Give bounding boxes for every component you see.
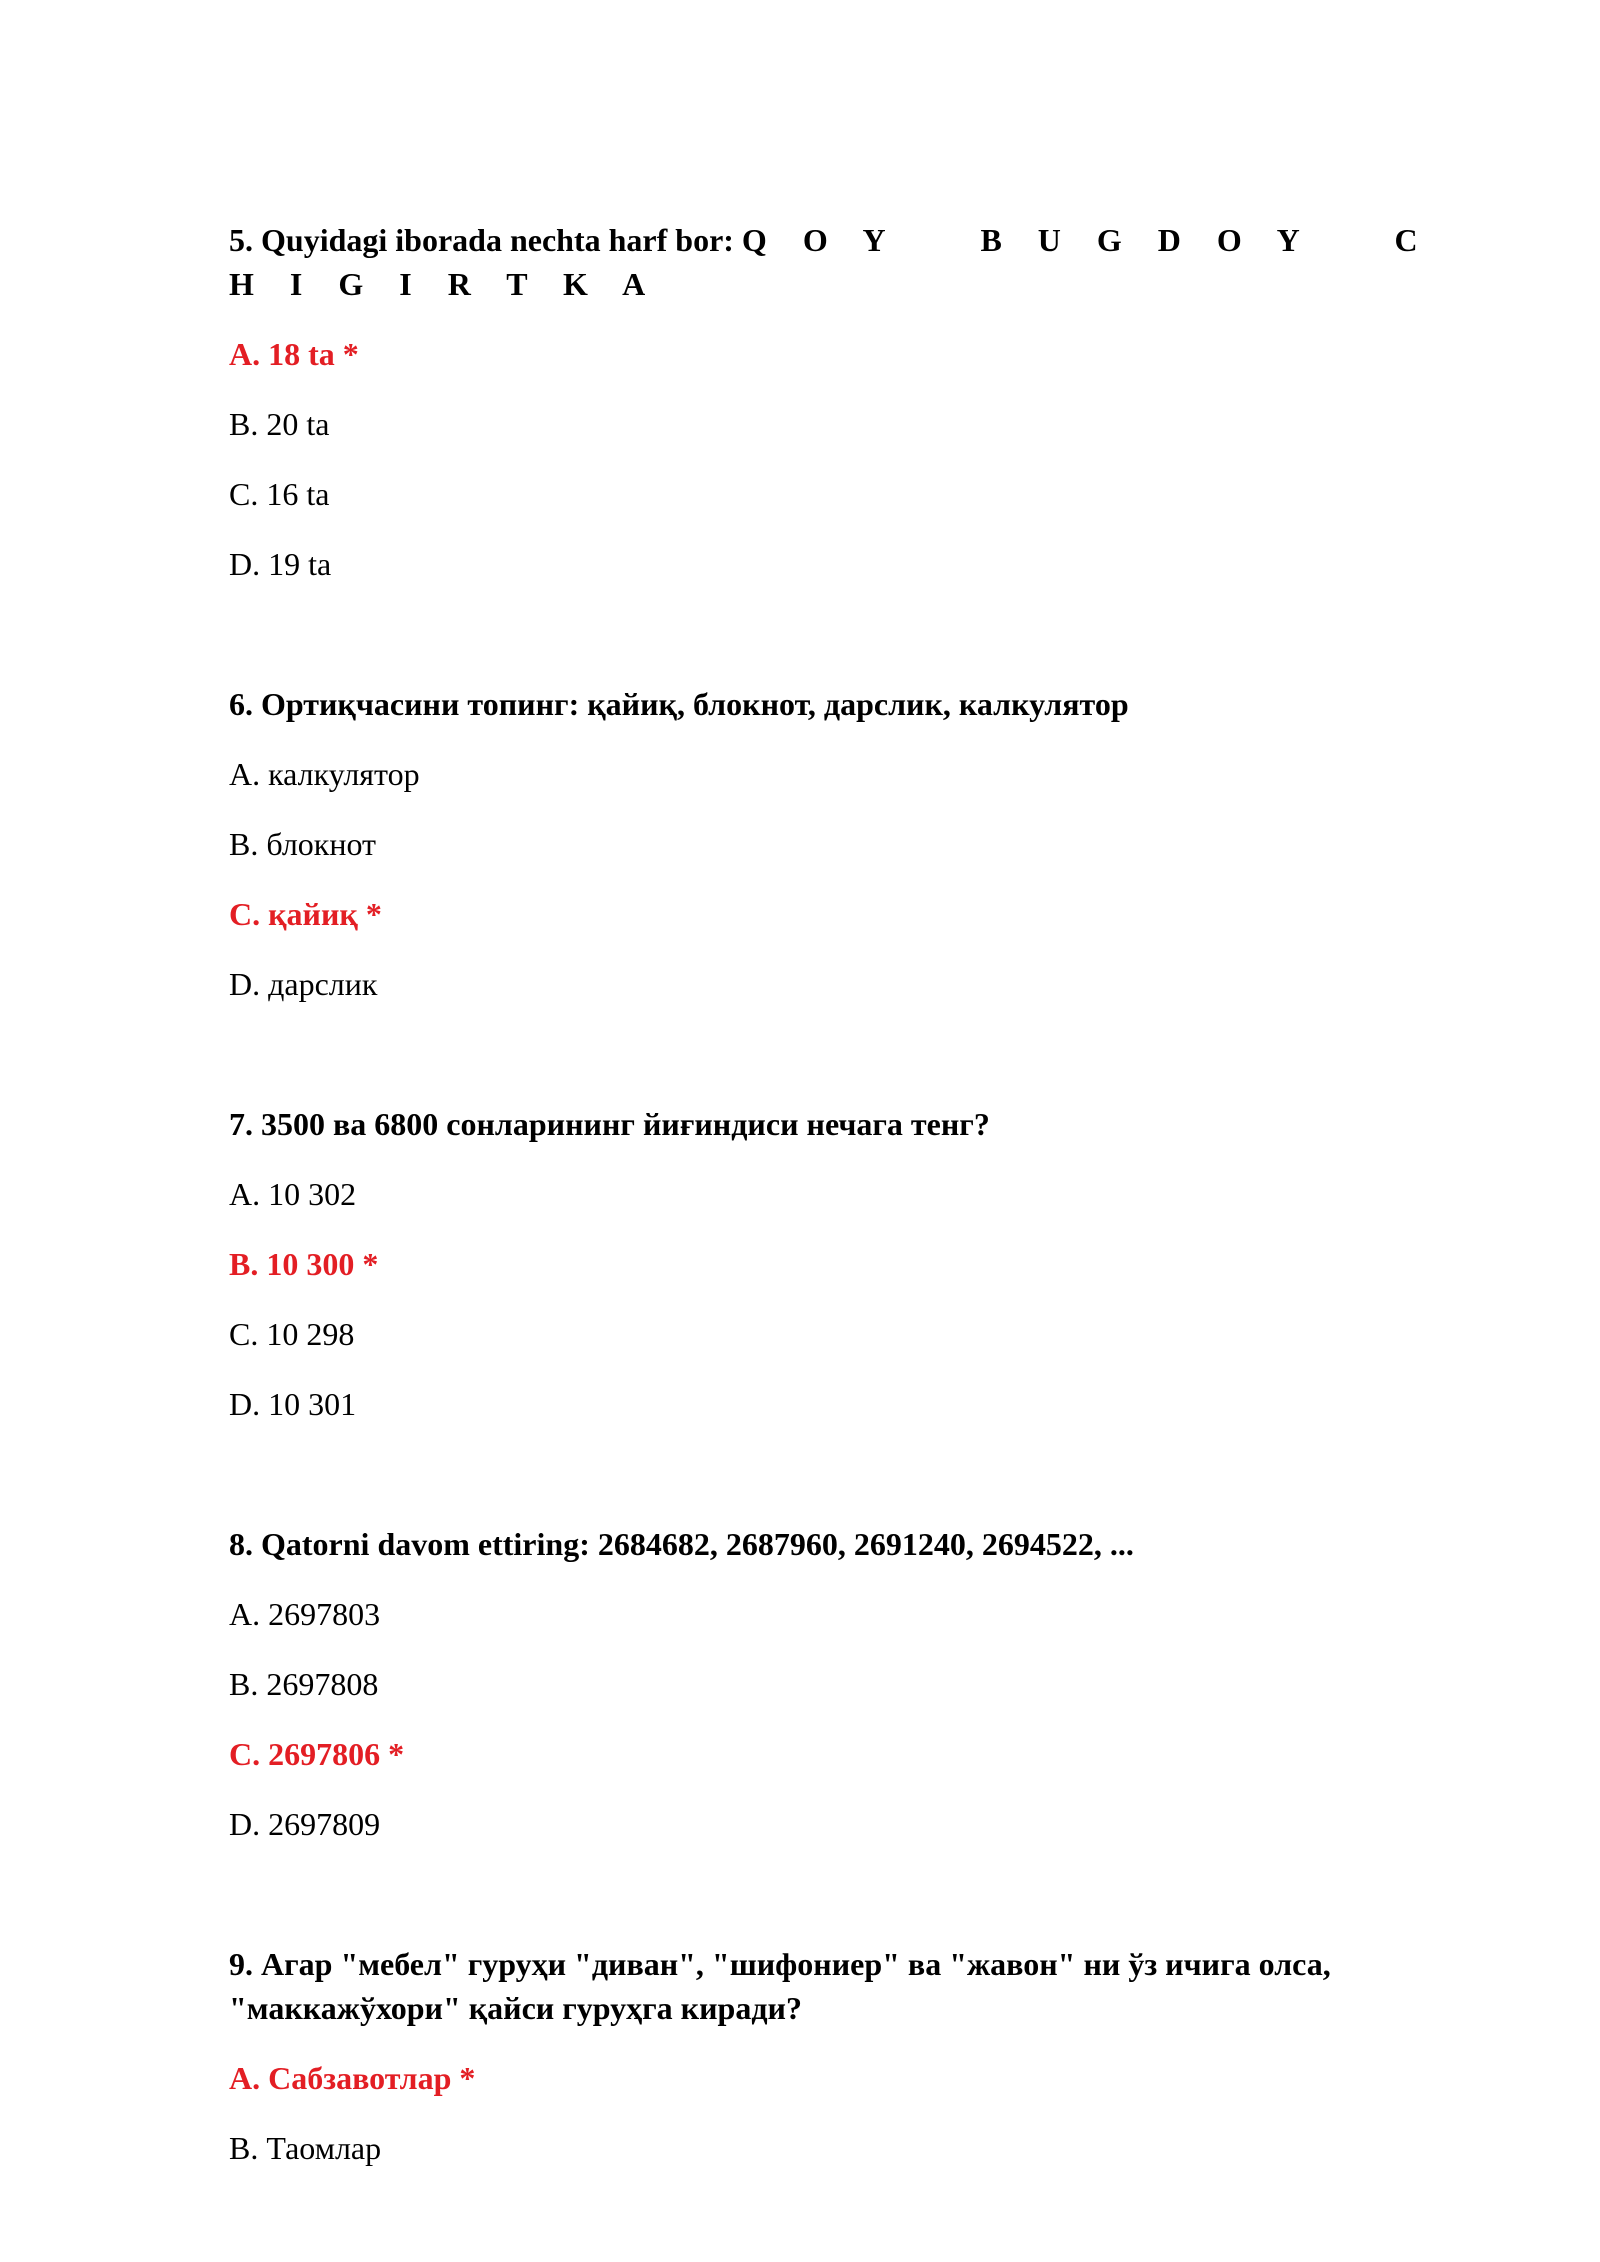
option-b: B. 20 ta (229, 406, 330, 442)
option-d: D. 10 301 (229, 1386, 357, 1422)
question-text: 8. Qatorni davom ettiring: 2684682, 2687960, 2691240, 2694522, ... (229, 1526, 1134, 1562)
question-text-main: 5. Quyidagi iborada nechta harf bor: (229, 222, 742, 258)
option-b-correct: B. 10 300 * (229, 1246, 379, 1282)
question-5 (229, 218, 1454, 586)
option-b: B. блокнот (229, 826, 377, 862)
option-d: D. 19 ta (229, 546, 332, 582)
question-spacer (229, 1872, 1429, 1942)
question-6 (229, 682, 1429, 1006)
quiz-content (229, 218, 1454, 2196)
option-a-correct: A. Сабзавотлар * (229, 2060, 476, 2096)
option-c: C. 10 298 (229, 1316, 355, 1352)
question-9 (229, 1942, 1429, 2170)
option-a: A. 2697803 (229, 1596, 381, 1632)
option-b: B. 2697808 (229, 1666, 379, 1702)
option-b: B. Таомлар (229, 2130, 382, 2166)
question-spacer (229, 612, 1429, 682)
option-c-correct: C. қайиқ * (229, 896, 382, 932)
option-a: A. калкулятор (229, 756, 420, 792)
option-a: A. 10 302 (229, 1176, 357, 1212)
question-letters: Q O Y B U G D O Y C H I G I R T K A (229, 222, 1454, 302)
option-d: D. дарслик (229, 966, 378, 1002)
question-spacer (229, 1452, 1429, 1522)
question-text (229, 218, 1454, 306)
option-a-correct: A. 18 ta * (229, 336, 359, 372)
question-text: 9. Агар "мебел" гуруҳи "диван", "шифониер" ва "жавон" ни ўз ичига олса, "маккажўхори" қайси гуруҳга киради? (229, 1946, 1331, 2026)
option-c-correct: C. 2697806 * (229, 1736, 405, 1772)
question-spacer (229, 1032, 1429, 1102)
question-text: 6. Ортиқчасини топинг: қайиқ, блокнот, дарслик, калкулятор (229, 686, 1129, 722)
question-text: 7. 3500 ва 6800 сонларининг йиғиндиси нечага тенг? (229, 1106, 990, 1142)
question-7 (229, 1102, 1429, 1426)
option-c: C. 16 ta (229, 476, 330, 512)
option-d: D. 2697809 (229, 1806, 381, 1842)
question-8 (229, 1522, 1429, 1846)
